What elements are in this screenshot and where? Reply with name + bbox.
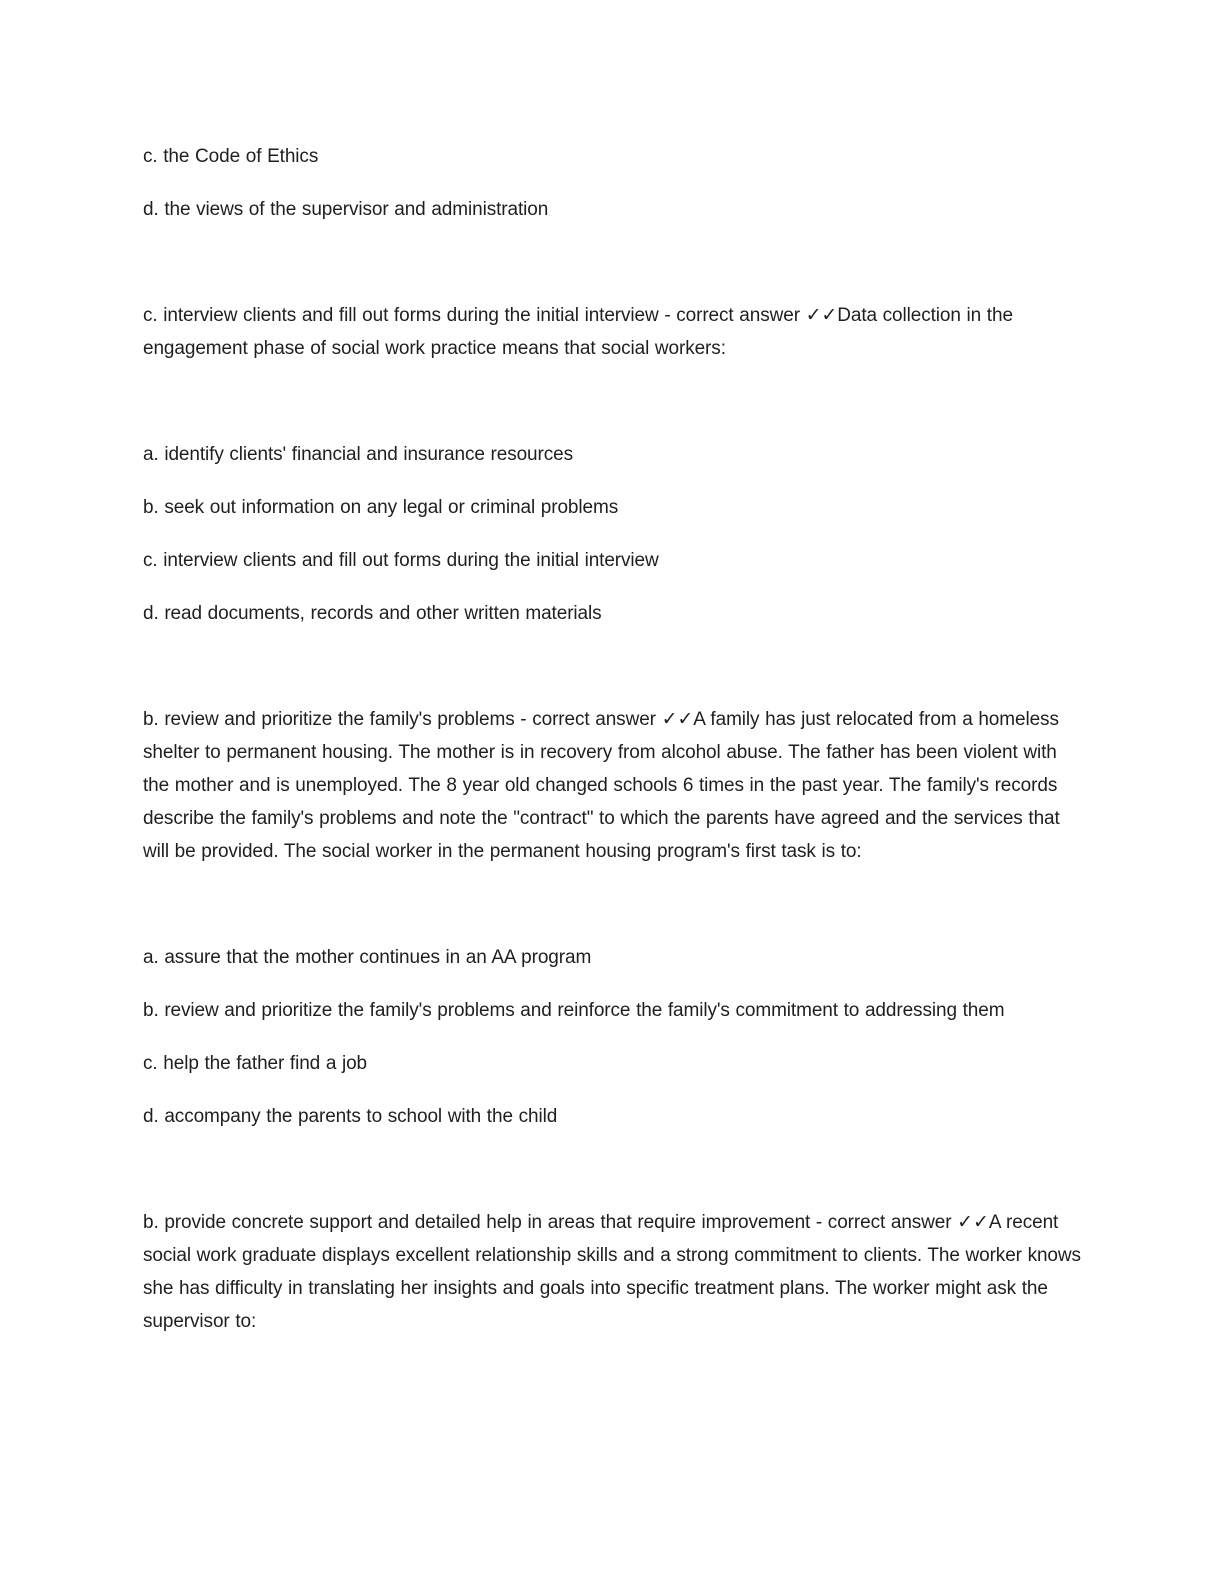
answer-option-line: c. the Code of Ethics — [143, 146, 319, 167]
answer-option-line: b. review and prioritize the family's problems and reinforce the family's commitment to addressing them — [143, 1000, 1005, 1021]
blank-line — [143, 1153, 1088, 1186]
correct-answer-question-paragraph: b. review and prioritize the family's problems - correct answer ✓✓A family has just relocated from a homeless shelter to permanent housing. The mother is in recovery from alcohol abuse. The father has been violent with the mother and is unemployed. The 8 year old changed schools 6 times in the past year. The family's records describe the family's problems and note the "contract" to which the parents have agreed and the services that will be provided. The social worker in the permanent housing program's first task is to: — [143, 709, 1060, 862]
blank-line — [143, 888, 1088, 921]
correct-answer-question-paragraph: b. provide concrete support and detailed help in areas that require improvement - correct answer ✓✓A recent social work graduate displays excellent relationship skills and a strong commitment to clients. The worker knows she has difficulty in translating her insights and goals into specific treatment plans. The worker might ask the supervisor to: — [143, 1212, 1081, 1332]
document-content — [143, 140, 1088, 1338]
answer-option-line: a. assure that the mother continues in an AA program — [143, 947, 592, 968]
answer-option-line: c. help the father find a job — [143, 1053, 368, 1074]
answer-option-line: d. accompany the parents to school with the child — [143, 1106, 558, 1127]
answer-option-line: b. seek out information on any legal or criminal problems — [143, 497, 619, 518]
answer-option-line: a. identify clients' financial and insurance resources — [143, 444, 574, 465]
answer-option-line: d. the views of the supervisor and administration — [143, 199, 549, 220]
answer-option-line: d. read documents, records and other written materials — [143, 603, 602, 624]
blank-line — [143, 650, 1088, 683]
blank-line — [143, 246, 1088, 279]
answer-option-line: c. interview clients and fill out forms during the initial interview — [143, 550, 659, 571]
blank-line — [143, 385, 1088, 418]
correct-answer-question-paragraph: c. interview clients and fill out forms during the initial interview - correct answer ✓✓Data collection in the engagement phase of social work practice means that social workers: — [143, 305, 1013, 359]
